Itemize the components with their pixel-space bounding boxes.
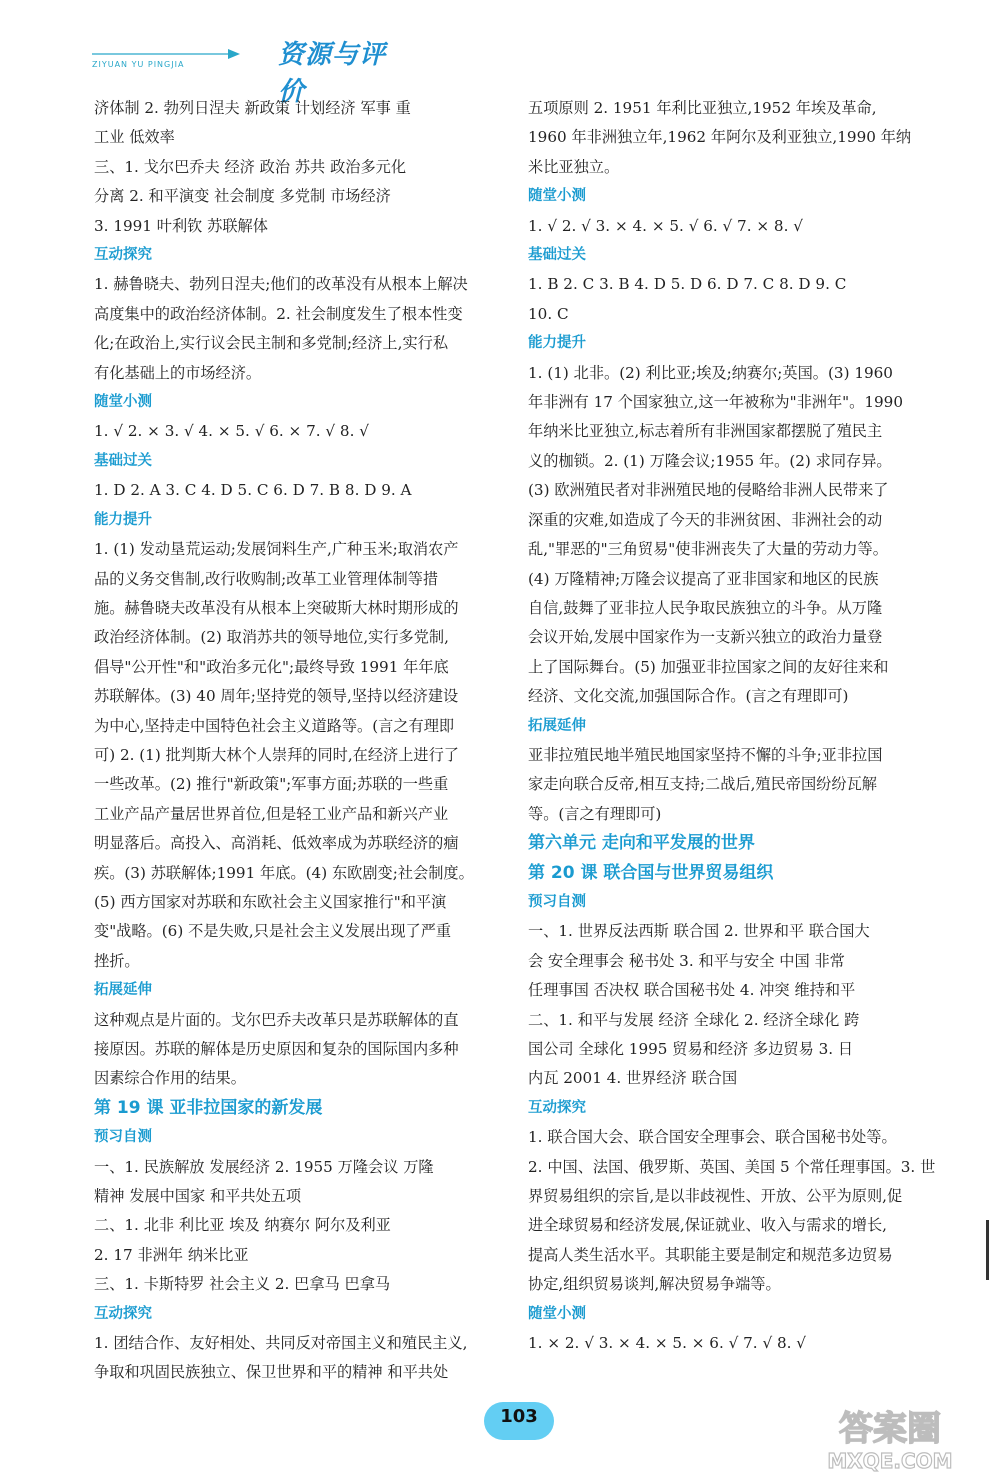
section-heading: 随堂小测 [528,188,586,205]
answer-line: 因素综合作用的结果。 [94,1069,246,1088]
answer-line: (3) 欧洲殖民者对非洲殖民地的侵略给非洲人民带来了 [528,481,889,500]
section-heading: 互动探究 [94,247,152,264]
section-heading: 随堂小测 [528,1305,586,1322]
answer-line: 1. × 2. √ 3. × 4. × 5. × 6. √ 7. √ 8. √ [528,1334,806,1353]
section-heading: 基础过关 [94,452,152,469]
answer-line: 义的枷锁。2. (1) 万隆会议;1955 年。(2) 求同存异。 [528,451,892,470]
section-heading: 拓展延伸 [528,717,586,734]
answer-line: 年纳米比亚独立,标志着所有非洲国家都摆脱了殖民主 [528,422,883,441]
answer-line: 2. 17 非洲年 纳米比亚 [94,1245,249,1264]
answer-line: 上了国际舞台。(5) 加强亚非拉国家之间的友好往来和 [528,657,889,676]
answer-line: 倡导"公开性"和"政治多元化";最终导致 1991 年年底 [94,657,449,676]
answer-line: 3. 1991 叶利钦 苏联解体 [94,216,268,235]
answer-line: 1. (1) 发动垦荒运动;发展饲料生产,广种玉米;取消农产 [94,540,459,559]
page-header [92,28,412,107]
watermark-logo [790,1400,990,1474]
svg-text:答案圈: 答案圈 [839,1409,941,1449]
answer-line: 年非洲有 17 个国家独立,这一年被称为"非洲年"。1990 [528,393,903,412]
answer-line: 等。(言之有理即可) [528,804,662,823]
section-heading: 能力提升 [94,511,152,528]
answer-line: 1. √ 2. √ 3. × 4. × 5. √ 6. √ 7. × 8. √ [528,216,803,235]
answer-line: 1. B 2. C 3. B 4. D 5. D 6. D 7. C 8. D 9. C [528,275,847,294]
right-column [528,94,940,1358]
answer-line: 内瓦 2001 4. 世界经济 联合国 [528,1069,738,1088]
answer-line: 这种观点是片面的。戈尔巴乔夫改革只是苏联解体的直 [94,1010,459,1029]
answer-line: 深重的灾难,如造成了今天的非洲贫困、非洲社会的动 [528,510,883,529]
answer-line: 任理事国 否决权 联合国秘书处 4. 冲突 维持和平 [528,981,856,1000]
answer-line: (5) 西方国家对苏联和东欧社会主义国家推行"和平演 [94,892,447,911]
answer-line: 家走向联合反帝,相互支持;二战后,殖民帝国纷纷瓦解 [528,775,877,794]
answer-line: 二、1. 北非 利比亚 埃及 纳赛尔 阿尔及利亚 [94,1216,391,1235]
answer-line: 接原因。苏联的解体是历史原因和复杂的国际国内多种 [94,1040,459,1058]
answer-line: 1. (1) 北非。(2) 利比亚;埃及;纳赛尔;英国。(3) 1960 [528,363,893,382]
answer-line: 分离 2. 和平演变 社会制度 多党制 市场经济 [94,187,391,206]
answer-line: 可) 2. (1) 批判斯大林个人崇拜的同时,在经济上进行了 [94,745,459,764]
answer-line: 经济、文化交流,加强国际合作。(言之有理即可) [528,687,849,706]
answer-line: 一、1. 世界反法西斯 联合国 2. 世界和平 联合国大 [528,922,870,941]
answer-line: 1. 联合国大会、联合国安全理事会、联合国秘书处等。 [528,1128,897,1147]
answer-line: 高度集中的政治经济体制。2. 社会制度发生了根本性变 [94,304,463,323]
section-heading: 互动探究 [528,1099,586,1116]
answer-line: 国公司 全球化 1995 贸易和经济 多边贸易 3. 日 [528,1040,854,1058]
answer-line: 会 安全理事会 秘书处 3. 和平与安全 中国 非常 [528,951,845,970]
answer-line: 有化基础上的市场经济。 [94,363,262,382]
answer-line: 进全球贸易和经济发展,保证就业、收入与需求的增长, [528,1216,887,1235]
arrow-line-icon [92,48,242,60]
answer-line: 10. C [528,304,569,323]
answer-line: 二、1. 和平与发展 经济 全球化 2. 经济全球化 跨 [528,1010,860,1029]
answer-line: 1. √ 2. × 3. √ 4. × 5. √ 6. × 7. √ 8. √ [94,422,369,441]
answer-line: 会议开始,发展中国家作为一支新兴独立的政治力量登 [528,628,883,647]
left-column [94,94,504,1388]
answer-line: (4) 万隆精神;万隆会议提高了亚非国家和地区的民族 [528,569,879,588]
answer-line: 争取和巩固民族独立、保卫世界和平的精神 和平共处 [94,1363,449,1382]
section-heading: 基础过关 [528,247,586,264]
answer-line: 苏联解体。(3) 40 周年;坚持党的领导,坚持以经济建设 [94,687,459,706]
lesson-title: 第六单元 走向和平发展的世界 [528,833,755,854]
margin-mark [986,1220,989,1280]
page-number: 103 [500,1406,538,1427]
section-heading: 随堂小测 [94,394,152,411]
answer-line: 三、1. 卡斯特罗 社会主义 2. 巴拿马 巴拿马 [94,1275,391,1294]
section-heading: 预习自测 [94,1129,152,1146]
answer-line: 提高人类生活水平。其职能主要是制定和规范多边贸易 [528,1245,893,1264]
answer-line: 挫折。 [94,951,140,970]
answer-line: 五项原则 2. 1951 年利比亚独立,1952 年埃及革命, [528,99,877,117]
answer-line: 施。赫鲁晓夫改革没有从根本上突破斯大林时期形成的 [94,598,459,617]
answer-line: 精神 发展中国家 和平共处五项 [94,1187,302,1206]
answer-line: 政治经济体制。(2) 取消苏共的领导地位,实行多党制, [94,628,449,647]
header-subline: ZIYUAN YU PINGJIA [92,60,185,69]
answer-line: 亚非拉殖民地半殖民地国家坚持不懈的斗争;亚非拉国 [528,745,883,764]
answer-line: 为中心,坚持走中国特色社会主义道路等。(言之有理即 [94,716,455,735]
answer-line: 2. 中国、法国、俄罗斯、英国、美国 5 个常任理事国。3. 世 [528,1157,936,1176]
svg-text:MXQE.COM: MXQE.COM [827,1449,953,1473]
answer-line: 1. 团结合作、友好相处、共同反对帝国主义和殖民主义, [94,1334,468,1353]
answer-line: 1. 赫鲁晓夫、勃列日涅夫;他们的改革没有从根本上解决 [94,275,468,294]
answer-line: 工业 低效率 [94,128,175,147]
section-heading: 互动探究 [94,1305,152,1322]
answer-line: 明显落后。高投入、高消耗、低效率成为苏联经济的痼 [94,834,459,853]
answer-line: 1. D 2. A 3. C 4. D 5. C 6. D 7. B 8. D 9. A [94,481,412,500]
answer-line: 乱,"罪恶的"三角贸易"使非洲丧失了大量的劳动力等。 [528,540,888,559]
answer-line: 界贸易组织的宗旨,是以非歧视性、开放、公平为原则,促 [528,1187,903,1206]
answer-line: 化;在政治上,实行议会民主制和多党制;经济上,实行私 [94,334,449,353]
lesson-title: 第 20 课 联合国与世界贸易组织 [528,862,774,883]
section-heading: 拓展延伸 [94,982,152,999]
answer-line: 一些改革。(2) 推行"新政策";军事方面;苏联的一些重 [94,775,449,794]
answer-line: 三、1. 戈尔巴乔夫 经济 政治 苏共 政治多元化 [94,157,407,176]
header-title: 资源与评价 [278,40,387,107]
answer-line: 一、1. 民族解放 发展经济 2. 1955 万隆会议 万隆 [94,1157,434,1176]
answer-line: 工业产品产量居世界首位,但是轻工业产品和新兴产业 [94,804,449,823]
lesson-title: 第 19 课 亚非拉国家的新发展 [94,1097,323,1118]
answer-line: 品的义务交售制,改行收购制;改革工业管理体制等措 [94,569,439,588]
answer-line: 协定,组织贸易谈判,解决贸易争端等。 [528,1275,781,1294]
answer-line: 1960 年非洲独立年,1962 年阿尔及利亚独立,1990 年纳 [528,128,912,147]
section-heading: 能力提升 [528,335,586,352]
answer-line: 变"战略。(6) 不是失败,只是社会主义发展出现了严重 [94,922,452,941]
answer-line: 自信,鼓舞了亚非拉人民争取民族独立的斗争。从万隆 [528,598,883,617]
answer-line: 济体制 2. 勃列日涅夫 新政策 计划经济 军事 重 [94,99,411,117]
answer-line: 疾。(3) 苏联解体;1991 年底。(4) 东欧剧变;社会制度。 [94,863,474,882]
section-heading: 预习自测 [528,893,586,910]
answer-line: 米比亚独立。 [528,157,620,176]
